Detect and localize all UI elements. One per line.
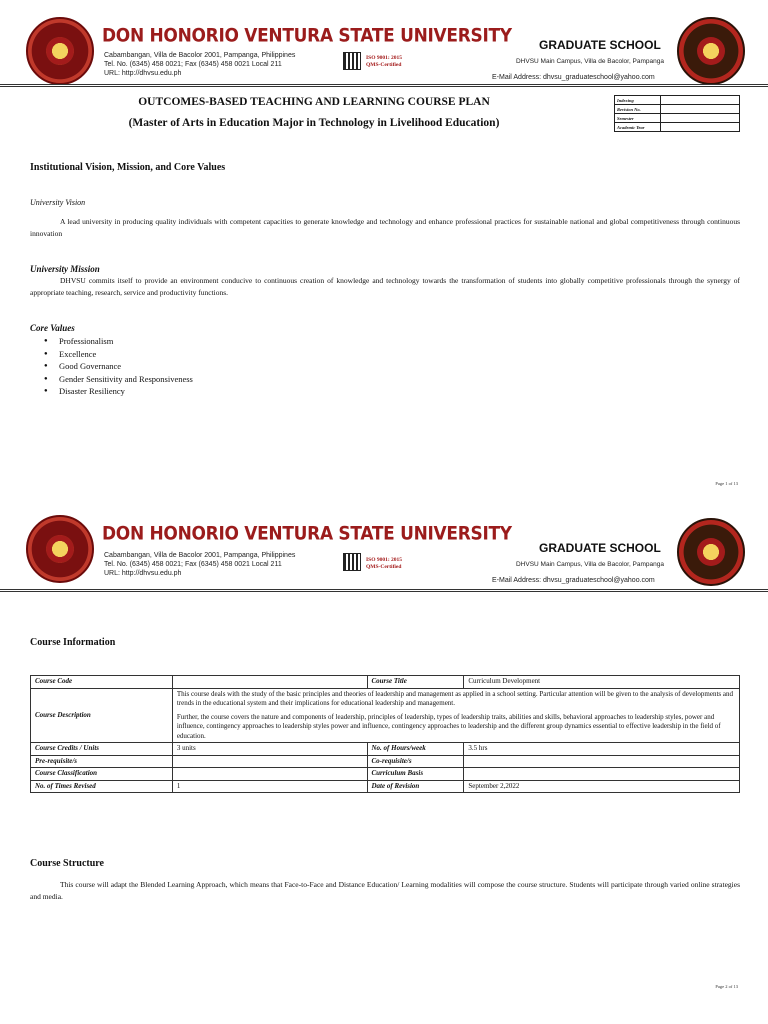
email-address: E-Mail Address: dhvsu_graduateschool@yahoo.com (492, 577, 655, 584)
email-address: E-Mail Address: dhvsu_graduateschool@yahoo.com (492, 74, 655, 81)
university-seal-logo (26, 515, 94, 583)
iso-certification: ISO 9001: 2015 QMS-Certified (366, 55, 403, 68)
course-structure-text: This course will adapt the Blended Learning Approach, which means that Face-to-Face and Distance Education/ Learning modalities will compose the course structure. Students will participate through varied online strategies and media. (30, 880, 740, 901)
course-information-table (30, 675, 740, 793)
page1-header (0, 0, 768, 90)
mission-text: DHVSU commits itself to provide an environment conducive to continuous creation of knowledge and technology towards the transformation of students into globally competitive professionals through the synergy of appropriate teaching, research, service and productivity functions. (30, 276, 740, 297)
table-row: Course Description This course deals with the study of the basic principles and theories of leadership and management as applied in a school setting. Particular attention will be given to the analysis of developments and trends in the educational system and their implications for educational leadership and management. Further, the course covers the nature and components of leadership, principles of leadership, types of leadership traits, abilities and skills, behavioral approaches to leadership styles, power and influence, contingency approaches to leadership styles power and influence, contingency approaches to leadership and the different group dynamics essential to effective leadership in the field of education. (31, 688, 740, 743)
table-row: Course Code Course Title Curriculum Development (31, 676, 740, 689)
page2-header (0, 498, 768, 588)
campus-address: DHVSU Main Campus, Villa de Bacolor, Pampanga (515, 561, 664, 568)
university-seal-logo (26, 17, 94, 85)
section-heading-course-structure: Course Structure (30, 858, 104, 869)
table-row: No. of Times Revised 1 Date of Revision September 2,2022 (31, 780, 740, 793)
table-row: Course Credits / Units 3 units No. of Hours/week 3.5 hrs (31, 743, 740, 756)
qr-code-icon (343, 52, 361, 70)
page-number: Page 2 of 13 (715, 984, 738, 989)
document-title: OUTCOMES-BASED TEACHING AND LEARNING COURSE PLAN (138, 96, 490, 108)
list-item: ● Disaster Resiliency (44, 385, 193, 398)
graduate-school-seal-logo (677, 518, 745, 586)
campus-address: DHVSU Main Campus, Villa de Bacolor, Pampanga (515, 58, 664, 65)
header-divider (0, 589, 768, 592)
document-subtitle: (Master of Arts in Education Major in Technology in Livelihood Education) (128, 117, 500, 129)
list-item: ● Excellence (44, 348, 193, 361)
section-heading-course-info: Course Information (30, 637, 116, 648)
page-number: Page 1 of 13 (715, 481, 738, 486)
core-values-heading: Core Values (30, 323, 75, 333)
core-values-list (44, 335, 193, 398)
graduate-school-label: GRADUATE SCHOOL (539, 541, 661, 555)
list-item: ● Gender Sensitivity and Responsiveness (44, 373, 193, 386)
vision-heading: University Vision (30, 198, 86, 207)
university-address: Cabambangan, Villa de Bacolor 2001, Pampanga, Philippines Tel. No. (6345) 458 0021; Fax (6345) 458 0021 Local 211 URL: http://dhvsu.edu.ph (104, 52, 296, 77)
table-row: Course Classification Curriculum Basis (31, 768, 740, 781)
graduate-school-seal-logo (677, 17, 745, 85)
index-table: Indexing Revision No. Semester Academic Year (614, 95, 740, 132)
vision-text: A lead university in producing quality individuals with competent capacities to generate knowledge and technology and enhance professional practices for sustainable national and global competitiveness through continuous innovation (30, 217, 740, 238)
table-row: Pre-requisite/s Co-requisite/s (31, 755, 740, 768)
graduate-school-label: GRADUATE SCHOOL (539, 38, 661, 52)
list-item: ● Good Governance (44, 360, 193, 373)
university-name: DON HONORIO VENTURA STATE UNIVERSITY (102, 523, 512, 545)
list-item: ● Professionalism (44, 335, 193, 348)
header-divider (0, 84, 768, 87)
mission-heading: University Mission (30, 264, 100, 274)
iso-certification: ISO 9001: 2015 QMS-Certified (366, 557, 403, 570)
university-name: DON HONORIO VENTURA STATE UNIVERSITY (102, 25, 512, 47)
university-address: Cabambangan, Villa de Bacolor 2001, Pampanga, Philippines Tel. No. (6345) 458 0021; Fax (6345) 458 0021 Local 211 URL: http://dhvsu.edu.ph (104, 552, 296, 577)
qr-code-icon (343, 553, 361, 571)
section-heading-vmv: Institutional Vision, Mission, and Core Values (30, 162, 226, 173)
